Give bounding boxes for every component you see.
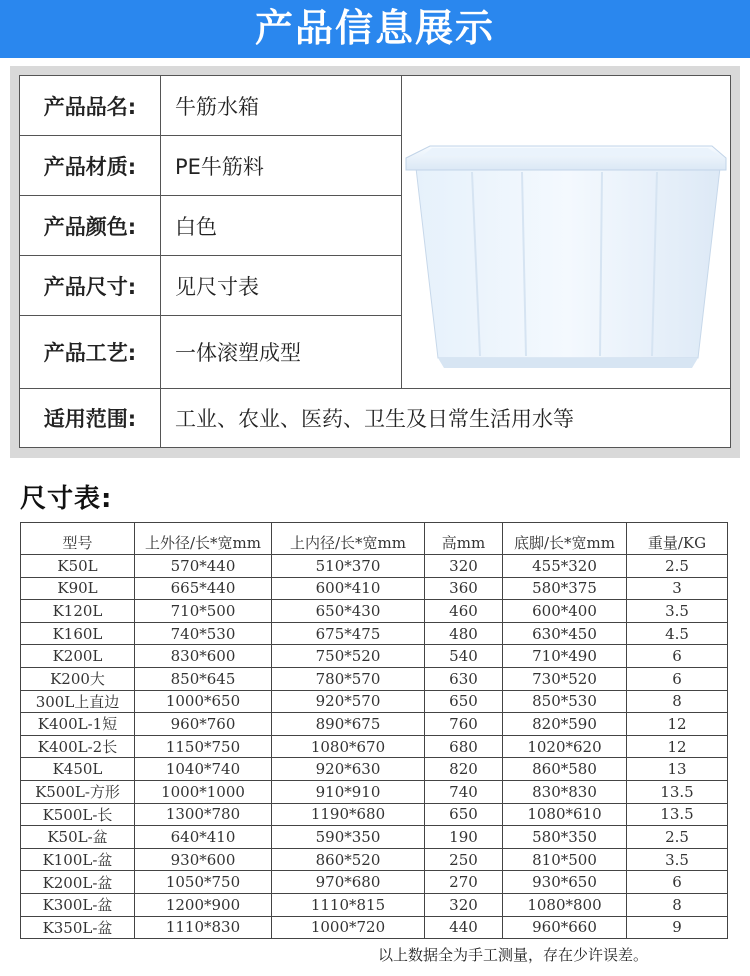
table-cell: 1080*800 <box>503 893 627 916</box>
table-cell: 6 <box>627 667 728 690</box>
table-row <box>21 577 728 600</box>
table-cell: 600*410 <box>272 577 425 600</box>
table-cell: 860*520 <box>272 848 425 871</box>
table-cell: 930*600 <box>135 848 272 871</box>
table-row <box>21 690 728 713</box>
header-base: 底脚/长*宽mm <box>503 523 627 555</box>
info-value: 工业、农业、医药、卫生及日常生活用水等 <box>175 407 574 431</box>
header-inner: 上内径/长*宽mm <box>272 523 425 555</box>
table-cell: 1040*740 <box>135 758 272 781</box>
table-cell: K500L-长 <box>21 803 135 826</box>
table-cell: K450L <box>21 758 135 781</box>
table-cell: 960*760 <box>135 713 272 736</box>
table-cell: 3 <box>627 577 728 600</box>
header-height: 高mm <box>425 523 503 555</box>
size-table-title: 尺寸表: <box>20 484 113 514</box>
table-row <box>21 803 728 826</box>
table-cell: 580*350 <box>503 826 627 849</box>
table-cell: 760 <box>425 713 503 736</box>
water-tank-image <box>401 76 730 389</box>
table-cell: K50L-盆 <box>21 826 135 849</box>
table-cell: 630*450 <box>503 622 627 645</box>
table-cell: K200L <box>21 645 135 668</box>
table-cell: 6 <box>627 871 728 894</box>
table-cell: K200L-盆 <box>21 871 135 894</box>
table-cell: 740*530 <box>135 622 272 645</box>
info-value: 牛筋水箱 <box>175 94 259 119</box>
table-cell: 710*490 <box>503 645 627 668</box>
table-cell: 1150*750 <box>135 735 272 758</box>
table-cell: 510*370 <box>272 555 425 578</box>
table-cell: 600*400 <box>503 600 627 623</box>
table-cell: K300L-盆 <box>21 893 135 916</box>
table-cell: 570*440 <box>135 555 272 578</box>
table-cell: 830*830 <box>503 780 627 803</box>
info-value: PE牛筋料 <box>175 154 264 179</box>
table-cell: K120L <box>21 600 135 623</box>
table-cell: 920*630 <box>272 758 425 781</box>
table-cell: 250 <box>425 848 503 871</box>
table-cell: 8 <box>627 893 728 916</box>
table-cell: 13.5 <box>627 780 728 803</box>
table-cell: 12 <box>627 713 728 736</box>
page-banner <box>0 0 750 58</box>
table-cell: 190 <box>425 826 503 849</box>
table-cell: 630 <box>425 667 503 690</box>
info-row-usage <box>20 389 730 447</box>
table-cell: 2.5 <box>627 826 728 849</box>
table-cell: 970*680 <box>272 871 425 894</box>
table-cell: 890*675 <box>272 713 425 736</box>
table-cell: K200大 <box>21 667 135 690</box>
info-label: 产品尺寸: <box>20 256 161 315</box>
table-cell: 3.5 <box>627 848 728 871</box>
table-cell: 820*590 <box>503 713 627 736</box>
table-cell: 665*440 <box>135 577 272 600</box>
table-row <box>21 555 728 578</box>
table-cell: 710*500 <box>135 600 272 623</box>
table-cell: 1050*750 <box>135 871 272 894</box>
info-row-material <box>20 136 401 196</box>
table-row <box>21 645 728 668</box>
info-label: 产品颜色: <box>20 196 161 255</box>
table-cell: 850*645 <box>135 667 272 690</box>
info-label: 产品品名: <box>20 76 161 135</box>
table-cell: 850*530 <box>503 690 627 713</box>
table-cell: 650 <box>425 803 503 826</box>
table-cell: 455*320 <box>503 555 627 578</box>
table-cell: 540 <box>425 645 503 668</box>
info-row-process <box>20 316 401 389</box>
table-row <box>21 848 728 871</box>
table-cell: 820 <box>425 758 503 781</box>
table-cell: K90L <box>21 577 135 600</box>
table-row <box>21 780 728 803</box>
header-outer: 上外径/长*宽mm <box>135 523 272 555</box>
info-value: 一体滚塑成型 <box>175 341 301 365</box>
info-value: 见尺寸表 <box>175 274 259 299</box>
info-label: 产品工艺: <box>20 316 161 388</box>
product-info-panel <box>10 66 740 458</box>
banner-title: 产品信息展示 <box>254 6 495 50</box>
size-table <box>20 522 728 939</box>
table-row <box>21 600 728 623</box>
table-cell: 1000*650 <box>135 690 272 713</box>
table-cell: 300L上直边 <box>21 690 135 713</box>
table-cell: 4.5 <box>627 622 728 645</box>
table-cell: 810*500 <box>503 848 627 871</box>
header-model: 型号 <box>21 523 135 555</box>
table-cell: 675*475 <box>272 622 425 645</box>
header-weight: 重量/KG <box>627 523 728 555</box>
table-cell: K400L-1短 <box>21 713 135 736</box>
table-cell: 6 <box>627 645 728 668</box>
info-row-name <box>20 76 401 136</box>
table-row <box>21 713 728 736</box>
table-cell: 1200*900 <box>135 893 272 916</box>
info-label: 产品材质: <box>20 136 161 195</box>
water-tank-illustration <box>402 76 731 389</box>
table-row <box>21 735 728 758</box>
table-cell: K160L <box>21 622 135 645</box>
table-cell: 320 <box>425 555 503 578</box>
table-cell: 910*910 <box>272 780 425 803</box>
table-cell: K350L-盆 <box>21 916 135 939</box>
product-info-table <box>19 75 731 448</box>
table-cell: 1000*1000 <box>135 780 272 803</box>
table-cell: 1020*620 <box>503 735 627 758</box>
table-cell: 480 <box>425 622 503 645</box>
table-cell: 650 <box>425 690 503 713</box>
table-row <box>21 826 728 849</box>
size-table-header <box>21 523 728 555</box>
table-cell: 780*570 <box>272 667 425 690</box>
table-cell: 830*600 <box>135 645 272 668</box>
info-value: 白色 <box>175 214 217 239</box>
table-cell: 920*570 <box>272 690 425 713</box>
table-cell: 1190*680 <box>272 803 425 826</box>
table-row <box>21 622 728 645</box>
table-cell: 930*650 <box>503 871 627 894</box>
table-cell: K100L-盆 <box>21 848 135 871</box>
info-row-size <box>20 256 401 316</box>
info-label: 适用范围: <box>20 389 161 447</box>
table-cell: 2.5 <box>627 555 728 578</box>
table-cell: 1110*815 <box>272 893 425 916</box>
table-cell: 13 <box>627 758 728 781</box>
table-row <box>21 667 728 690</box>
table-cell: 460 <box>425 600 503 623</box>
table-cell: 650*430 <box>272 600 425 623</box>
table-cell: 1080*610 <box>503 803 627 826</box>
table-cell: 270 <box>425 871 503 894</box>
table-cell: 1000*720 <box>272 916 425 939</box>
table-row <box>21 893 728 916</box>
table-row <box>21 916 728 939</box>
table-row <box>21 758 728 781</box>
table-cell: 1300*780 <box>135 803 272 826</box>
table-cell: 8 <box>627 690 728 713</box>
table-cell: K400L-2长 <box>21 735 135 758</box>
table-cell: 440 <box>425 916 503 939</box>
table-cell: K500L-方形 <box>21 780 135 803</box>
table-row <box>21 871 728 894</box>
table-cell: 1080*670 <box>272 735 425 758</box>
table-cell: 9 <box>627 916 728 939</box>
table-cell: 360 <box>425 577 503 600</box>
table-cell: 580*375 <box>503 577 627 600</box>
table-cell: 730*520 <box>503 667 627 690</box>
table-cell: 860*580 <box>503 758 627 781</box>
table-cell: 740 <box>425 780 503 803</box>
footnote: 以上数据全为手工测量，存在少许误差。 <box>378 946 649 964</box>
table-cell: 3.5 <box>627 600 728 623</box>
table-cell: 1110*830 <box>135 916 272 939</box>
table-cell: K50L <box>21 555 135 578</box>
table-cell: 960*660 <box>503 916 627 939</box>
info-row-color <box>20 196 401 256</box>
table-cell: 12 <box>627 735 728 758</box>
table-cell: 680 <box>425 735 503 758</box>
table-cell: 640*410 <box>135 826 272 849</box>
table-cell: 590*350 <box>272 826 425 849</box>
table-cell: 750*520 <box>272 645 425 668</box>
table-cell: 320 <box>425 893 503 916</box>
table-cell: 13.5 <box>627 803 728 826</box>
